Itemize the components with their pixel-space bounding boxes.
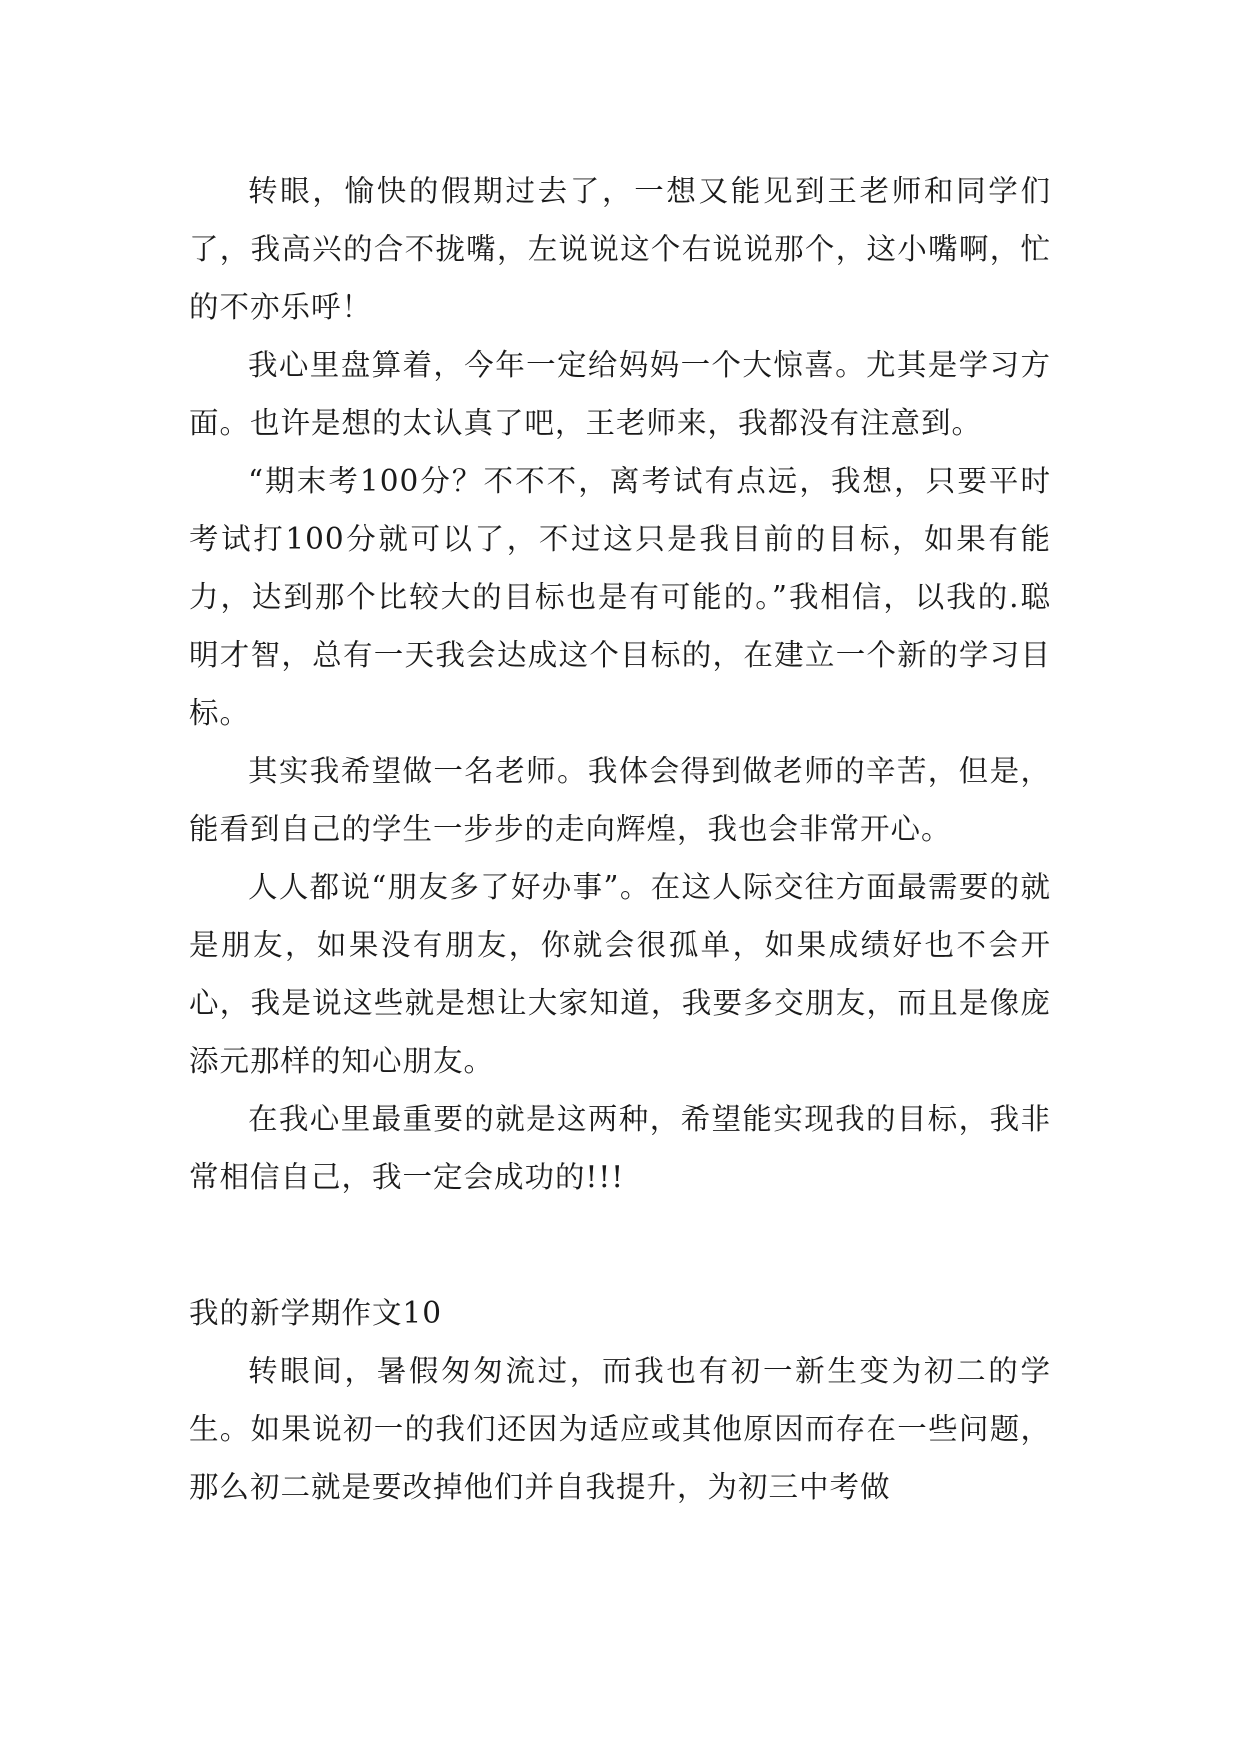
paragraph-2: 我心里盘算着，今年一定给妈妈一个大惊喜。尤其是学习方面。也许是想的太认真了吧，王老师来，我都没有注意到。 [189,348,1051,440]
paragraph-6: 在我心里最重要的就是这两种，希望能实现我的目标，我非常相信自己，我一定会成功的!!! [189,1102,1051,1194]
document-body [189,162,1051,1516]
section-title: 我的新学期作文10 [189,1296,443,1330]
paragraph-5: 人人都说“朋友多了好办事”。在这人际交往方面最需要的就是朋友，如果没有朋友，你就会很孤单，如果成绩好也不会开心，我是说这些就是想让大家知道，我要多交朋友，而且是像庞添元那样的知心朋友。 [189,870,1051,1078]
paragraph-4: 其实我希望做一名老师。我体会得到做老师的辛苦，但是，能看到自己的学生一步步的走向辉煌，我也会非常开心。 [189,754,1051,846]
section-paragraph-1: 转眼间，暑假匆匆流过，而我也有初一新生变为初二的学生。如果说初一的我们还因为适应或其他原因而存在一些问题，那么初二就是要改掉他们并自我提升，为初三中考做 [189,1354,1051,1504]
paragraph-3: “期末考100分？不不不，离考试有点远，我想，只要平时考试打100分就可以了，不过这只是我目前的目标，如果有能力，达到那个比较大的目标也是有可能的。”我相信，以我的.聪明才智，总有一天我会达成这个目标的，在建立一个新的学习目标。 [189,464,1051,730]
paragraph-1: 转眼，愉快的假期过去了，一想又能见到王老师和同学们了，我高兴的合不拢嘴，左说说这个右说说那个，这小嘴啊，忙的不亦乐呼！ [189,174,1051,324]
